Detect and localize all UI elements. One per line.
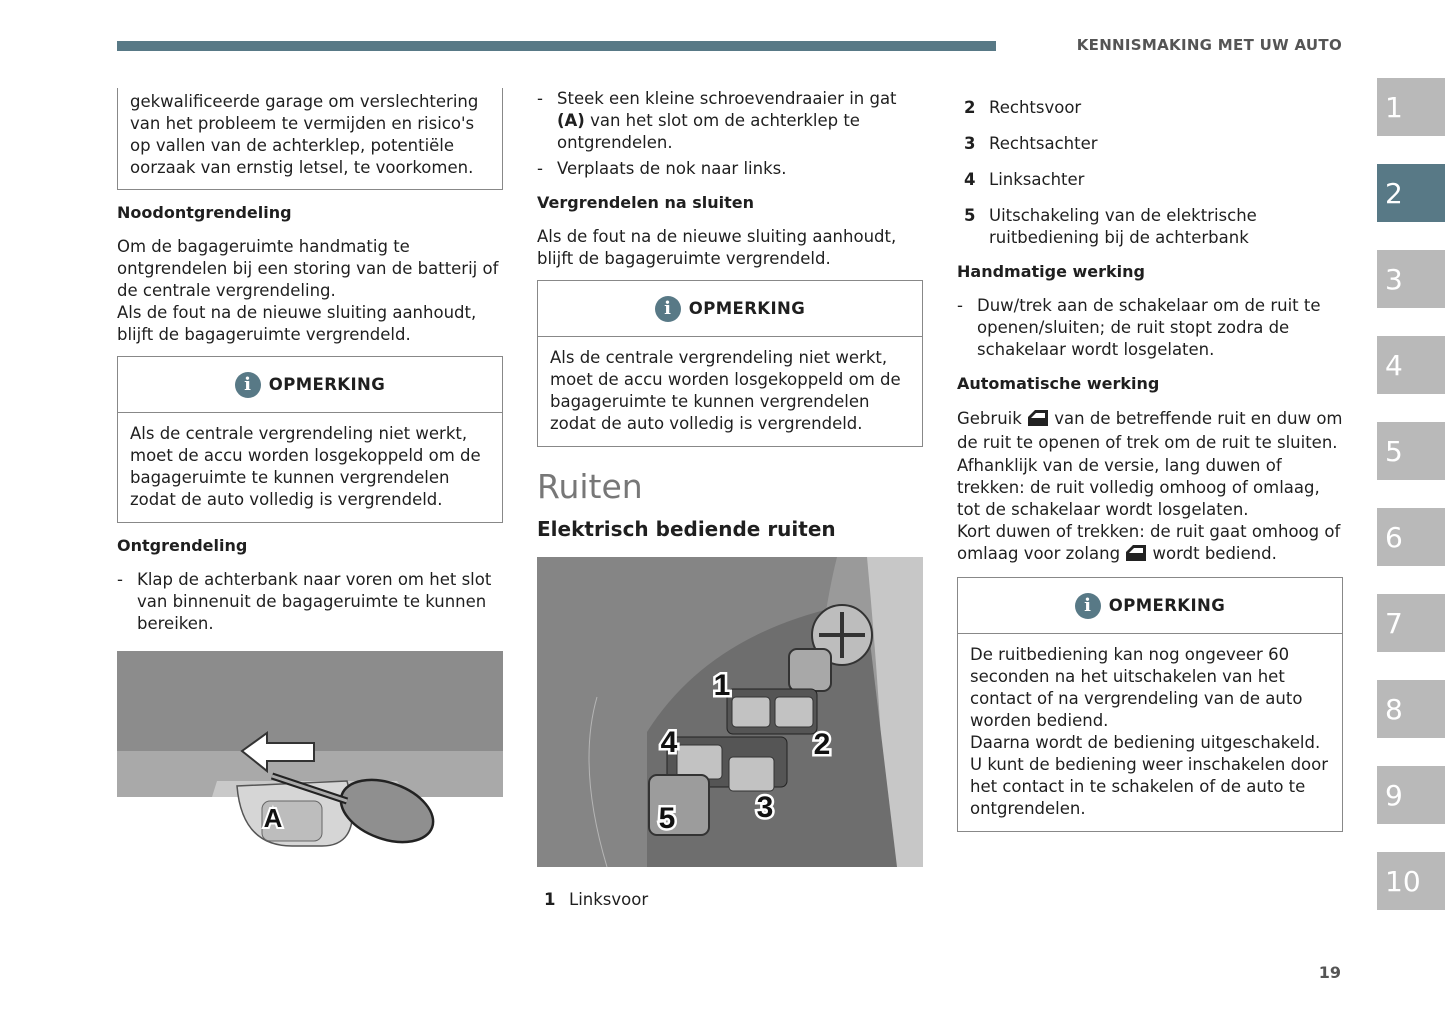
item-text: Rechtsachter [989, 134, 1098, 153]
chapter-tab-7[interactable]: 7 [1377, 594, 1445, 652]
chapter-tab-2[interactable]: 2 [1377, 164, 1445, 222]
item-text: Rechtsvoor [989, 98, 1082, 117]
figure-label-4: 4 [660, 726, 678, 759]
header-rule [117, 41, 996, 51]
column-2 [537, 88, 923, 911]
figure-label-3: 3 [756, 791, 774, 824]
note-box [957, 577, 1343, 832]
note-text: U kunt de bediening weer inschakelen door het contact in te schakelen of de auto te ontgrendelen. [970, 755, 1329, 818]
note-title: OPMERKING [688, 299, 806, 318]
column-1 [117, 88, 503, 847]
list-item: - Steek een kleine schroevendraaier in gat (A) van het slot om de achterklep te ontgrendelen. [537, 89, 897, 152]
item-number: 4 [964, 170, 976, 189]
paragraph [957, 521, 1343, 565]
list-item-text: Klap de achterbank naar voren om het slot van binnenuit de bagageruimte te kunnen bereiken. [137, 570, 492, 633]
heading-vergrendelen: Vergrendelen na sluiten [537, 193, 754, 212]
warning-box-continuation [117, 88, 503, 190]
info-icon: i [235, 372, 261, 398]
paragraph-text: wordt bediend. [1147, 544, 1277, 563]
note-header [958, 578, 1342, 634]
note-body: Als de centrale vergrendeling niet werkt, moet de accu worden losgekoppeld om de bagageruimte te kunnen vergrendelen zodat de auto volledig is vergrendeld. [130, 424, 481, 509]
hole-reference: (A) [557, 111, 585, 130]
paragraph: Afhanklijk van de versie, lang duwen of trekken: de ruit volledig omhoog of omlaag, tot de schakelaar wordt losgelaten. [957, 456, 1320, 519]
note-title: OPMERKING [268, 375, 386, 394]
info-icon: i [655, 296, 681, 322]
list-item [957, 205, 1343, 249]
list-item-text: Duw/trek aan de schakelaar om de ruit te openen/sluiten; de ruit stopt zodra de schakelaar wordt losgelaten. [977, 296, 1321, 359]
page-number: 19 [1318, 963, 1341, 982]
note-text: Daarna wordt de bediening uitgeschakeld. [970, 733, 1321, 752]
chapter-tab-10[interactable]: 10 [1377, 852, 1445, 910]
list-item-text: Steek een kleine schroevendraaier in gat [557, 89, 897, 108]
chapter-title: Ruiten [537, 467, 643, 506]
legend-list [957, 97, 1343, 249]
note-box [117, 356, 503, 523]
warning-text: gekwalificeerde garage om verslechtering van het probleem te vermijden en risico's op vallen van de achterklep, potentiële oorzaak van ernstig letsel, te voorkomen. [130, 92, 479, 177]
note-text: De ruitbediening kan nog ongeveer 60 seconden na het uitschakelen van het contact of na vergrendeling van de auto worden bediend. [970, 645, 1303, 730]
note-title: OPMERKING [1108, 596, 1226, 615]
figure-label-2: 2 [813, 728, 831, 761]
note-header [538, 281, 922, 337]
list-item-text: Verplaats de nok naar links. [557, 159, 787, 178]
paragraph: Als de fout na de nieuwe sluiting aanhoudt, blijft de bagageruimte vergrendeld. [117, 303, 477, 344]
paragraph-text: Kort duwen of trekken: de ruit gaat omhoog of omlaag voor zolang [957, 522, 1341, 563]
heading-ontgrendeling: Ontgrendeling [117, 536, 248, 555]
column-3 [957, 88, 1343, 832]
note-header [118, 357, 502, 413]
paragraph: Om de bagageruimte handmatig te ontgrendelen bij een storing van de batterij of de centrale vergrendeling. [117, 237, 499, 300]
list-item: - Verplaats de nok naar links. [537, 159, 787, 178]
info-icon: i [1075, 593, 1101, 619]
chapter-tab-1[interactable]: 1 [1377, 78, 1445, 136]
item-number: 5 [964, 206, 976, 225]
chapter-tab-6[interactable]: 6 [1377, 508, 1445, 566]
chapter-tab-4[interactable]: 4 [1377, 336, 1445, 394]
item-number: 3 [964, 134, 976, 153]
note-box [537, 280, 923, 447]
list-item [537, 889, 923, 911]
item-number: 1 [544, 890, 556, 909]
section-title: KENNISMAKING MET UW AUTO [1076, 36, 1342, 54]
paragraph: Als de fout na de nieuwe sluiting aanhoudt, blijft de bagageruimte vergrendeld. [537, 227, 897, 268]
chapter-tab-8[interactable]: 8 [1377, 680, 1445, 738]
figure-label-1: 1 [713, 669, 731, 702]
heading-automatische-werking: Automatische werking [957, 374, 1160, 393]
list-item [957, 97, 1343, 119]
list-item [957, 169, 1343, 191]
note-body [958, 634, 1342, 831]
trunk-lock-illustration [117, 651, 503, 847]
figure-label-5: 5 [658, 802, 676, 835]
chapter-tabs [1377, 78, 1445, 938]
section-subtitle: Elektrisch bediende ruiten [537, 517, 836, 541]
paragraph-text: van de betreffende ruit en duw om de ruit te openen of trek om de ruit te sluiten. [957, 409, 1343, 452]
paragraph [957, 407, 1343, 455]
chapter-tab-3[interactable]: 3 [1377, 250, 1445, 308]
window-switches-illustration [537, 557, 923, 867]
window-switch-icon [1125, 544, 1147, 562]
item-text: Uitschakeling van de elektrische ruitbediening bij de achterbank [989, 206, 1257, 247]
note-body: Als de centrale vergrendeling niet werkt, moet de accu worden losgekoppeld om de bagageruimte te kunnen vergrendelen zodat de auto volledig is vergrendeld. [550, 348, 901, 433]
window-switch-icon [1027, 409, 1049, 427]
heading-handmatige-werking: Handmatige werking [957, 262, 1145, 281]
list-item: - Duw/trek aan de schakelaar om de ruit te openen/sluiten; de ruit stopt zodra de schakelaar wordt losgelaten. [957, 295, 1343, 361]
item-text: Linksachter [989, 170, 1085, 189]
chapter-tab-9[interactable]: 9 [1377, 766, 1445, 824]
list-item: - Klap de achterbank naar voren om het slot van binnenuit de bagageruimte te kunnen bereiken. [117, 569, 503, 635]
figure-label-A: A [263, 803, 283, 833]
list-item [957, 133, 1343, 155]
item-text: Linksvoor [569, 890, 649, 909]
paragraph-text: Gebruik [957, 409, 1028, 428]
item-number: 2 [964, 98, 976, 117]
heading-noodontgrendeling: Noodontgrendeling [117, 203, 292, 222]
list-item-text: van het slot om de achterklep te ontgrendelen. [557, 111, 860, 152]
chapter-tab-5[interactable]: 5 [1377, 422, 1445, 480]
